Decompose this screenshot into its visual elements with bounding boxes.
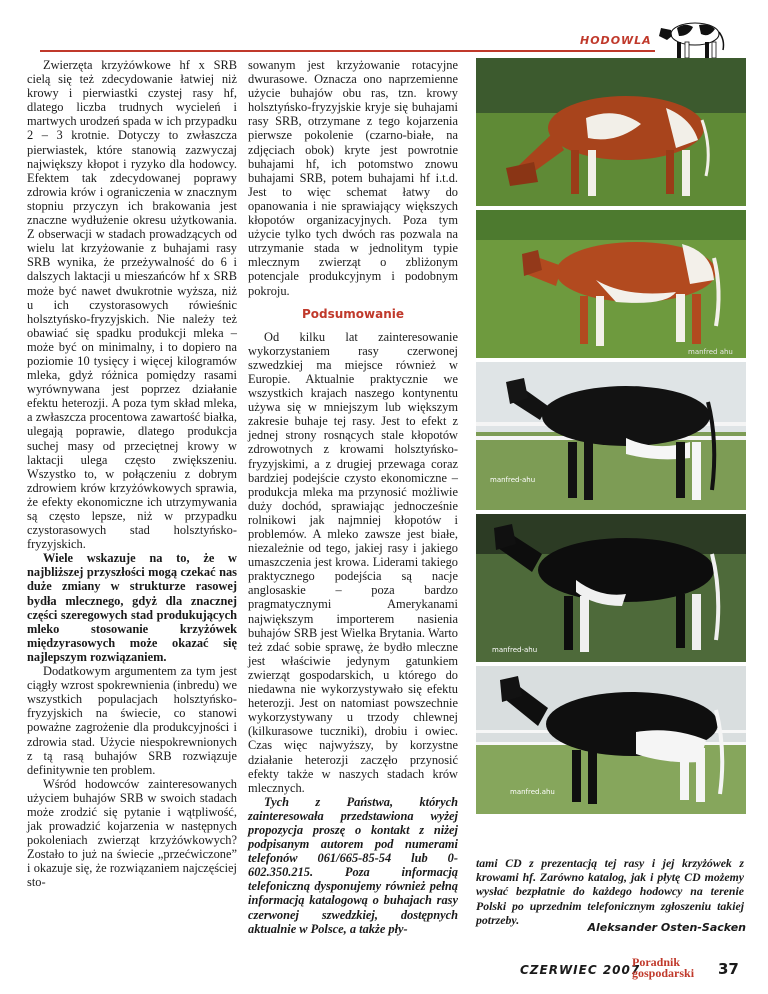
paragraph: sowanym jest krzyżowanie rotacyjne dwurasowe. Oznacza ono naprzemienne użycie buhajów obu ras, tzn. krowy holsztyńsko-fryzyjskie kryje się buhajami rasy SRB, otrzymane z tego kojarzenia pierwsze pokolenie (czarno-białe, na zdjęciach obok) kryte jest powrotnie buhajami hf, ich potomstwo znowu buhajami SRB, potem buhajami hf i.t.d. Jest to więc schemat łatwy do opanowania i nie sprawiający większych kłopotów organizacyjnych. Poza tym użycie tylko tych dwóch ras pozwala na utrzymanie stada w jednolitym typie mlecznym zwierząt o zbliżonym potencjale produkcyjnym i podobnym pokroju.: [248, 58, 458, 298]
magazine-logo-line2: gospodarski: [632, 966, 695, 980]
magazine-logo: [632, 957, 694, 979]
section-tag: HODOWLA: [580, 34, 652, 47]
cow-photo-black-dark: [476, 514, 746, 662]
watermark: manfred-ahu: [492, 646, 538, 654]
cow-photo-red-grazing: [476, 58, 746, 206]
issue-date: CZERWIEC 2007: [520, 963, 641, 977]
paragraph: Dodatkowym argumentem za tym jest ciągły wzrost spokrewnienia (inbredu) we wszystkich populacjach holsztyńsko-fryzyjskich na świecie, co stanowi poważne zagrożenie dla produkcyjności i zdrowia stad. Użycie niespokrewnionych z tą rasą buhajów SRB rozwiązuje definitywnie ten problem.: [27, 664, 237, 777]
watermark: manfred.ahu: [510, 788, 555, 796]
photo-column: [476, 58, 746, 818]
bold-paragraph: Wiele wskazuje na to, że w najbliższej przyszłości mogą czekać nas duże zmiany w strukturze rasowej bydła mlecznego, gdyż dla znacznej części szeregowych stad produkujących mleko stosowanie krzyżówek międzyrasowych może okazać się najlepszym rozwiązaniem.: [27, 551, 237, 664]
header-cow-icon: [655, 12, 735, 62]
paragraph: Wśród hodowców zainteresowanych użyciem buhajów SRB w swoich stadach może zrodzić się pytanie i wątpliwość, jak prowadzić kojarzenia w następnych pokoleniach zwierząt krzyżówkowych? Zostało to już na świecie „przećwiczone” i okazuje się, że rozwiązaniem najczęściej sto-: [27, 776, 237, 890]
watermark: manfred-ahu: [490, 476, 536, 484]
text-column-1: [27, 58, 237, 890]
cow-photo-black-white: [476, 666, 746, 814]
section-heading: Podsumowanie: [301, 306, 405, 321]
text-column-2: [248, 58, 458, 936]
magazine-logo-line1: Poradnik: [632, 955, 681, 969]
header-rule: [40, 50, 655, 52]
cow-photo-red-standing: [476, 210, 746, 358]
paragraph: Od kilku lat zainteresowanie wykorzystaniem rasy czerwonej szwedzkiej ma miejsce również w Europie. Aktualnie praktycznie we wszystkich krajach naszego kontynentu używa się w mniejszym lub większym zakresie buhaje tej rasy. Jest to efekt z jednej strony rosnących stale kłopotów zdrowotnych z krowami holsztyńsko-fryzyjskimi, a z drugiej przewaga coraz bardziej podejście czysto ekonomiczne – produkcja mleka ma przynosić możliwie duży dochód, sprawiając jednocześnie rolnikowi jak najmniej kłopotów i problemów. A mleko zawsze jest białe, niezależnie od tego, jakiej rasy i jakiego umaszczenia jest krowa. Liderami takiego praktycznego podejścia są nacje anglosaskie – poza bardzo pragmatycznymi Amerykanami największym importerem nasienia buhajów SRB jest Wielka Brytania. Warto też zdać sobie sprawę, że bydło mleczne jest właściwie jedynym gatunkiem zwierząt gospodarskich, u którego do niedawna nie wykorzystywało się efektu heterozji. Jest on natomiast powszechnie wykorzystywany u trzody chlewnej (kilkurasowe tuczniki), drobiu i owiec. Czas więc najwyższy, by korzystne działanie heterozji zaczęło przynosić efekty także w naszych stadach krów mlecznych.: [248, 329, 458, 795]
page-number: 37: [718, 960, 739, 978]
paragraph: Zwierzęta krzyżówkowe hf x SRB cielą się też zdecydowanie łatwiej niż krowy i pierwiastki czystej rasy hf, dlatego liczba trudnych wycieleń i martwych urodzeń spada w ich przypadku 2 – 3 krotnie. Dotyczy to zwłaszcza pierwiastek, które stanowią zazwyczaj największy kłopot i ryzyko dla hodowcy. Efektem tak zdecydowanej poprawy zdrowia krów i ograniczenia w znacznym stopniu przyczyn ich brakowania jest znaczne wydłużenie okresu użytkowania. Z obserwacji w stadach prowadzących od wielu lat krzyżowanie z buhajami rasy SRB wynika, że przeżywalność do 6 i dalszych laktacji u mieszańców hf x SRB może być nawet dwukrotnie wyższa, niż u ich czystorasowych rówieśnic holsztyńsko-fryzyjskich. Nie należy też obawiać się spadku produkcji mleka – może być on minimalny, i to dopiero na poziomie 10 tysięcy i więcej kilogramów mleka, gdyż różnica pomiędzy rasami wyrównywana jest poprzez działanie efektu heterozji. A poza tym skład mleka, a zwłaszcza procentowa zawartość białka, ulegają poprawie, dlatego produkcja suchej masy od przeciętnej krowy w laktacji ulega często zwiększeniu. Wszystko to, w połączeniu z dobrym zdrowiem krów krzyżówkowych sprawia, że efekty ekonomiczne ich utrzymywania są często lepsze, niż w przypadku czystorasowych stad holsztyńsko-fryzyjskich.: [27, 58, 237, 552]
cow-photo-black-fence: [476, 362, 746, 510]
watermark: manfred ahu: [688, 348, 733, 356]
contact-paragraph: Tych z Państwa, których zainteresowała przedstawiona wyżej propozycja proszę o kontakt z niżej podpisanym autorem pod numerami telefonów 061/665-85-54 lub 0-602.350.215. Poza informacją telefoniczną dysponujemy również pełną informacją katalogową o buhajach rasy czerwonej szwedzkiej, dostępnych aktualnie w Polsce, a także pły-: [248, 794, 458, 936]
photo-caption: tami CD z prezentacją tej rasy i jej krzyżówek z krowami hf. Zarówno katalog, jak i płytę CD możemy wysłać bezpłatnie do każdego hodowcy na terenie Polski po uprzednim telefonicznym zgłoszeniu takiej potrzeby.: [476, 856, 744, 927]
author-name: Aleksander Osten-Sacken: [587, 921, 746, 934]
